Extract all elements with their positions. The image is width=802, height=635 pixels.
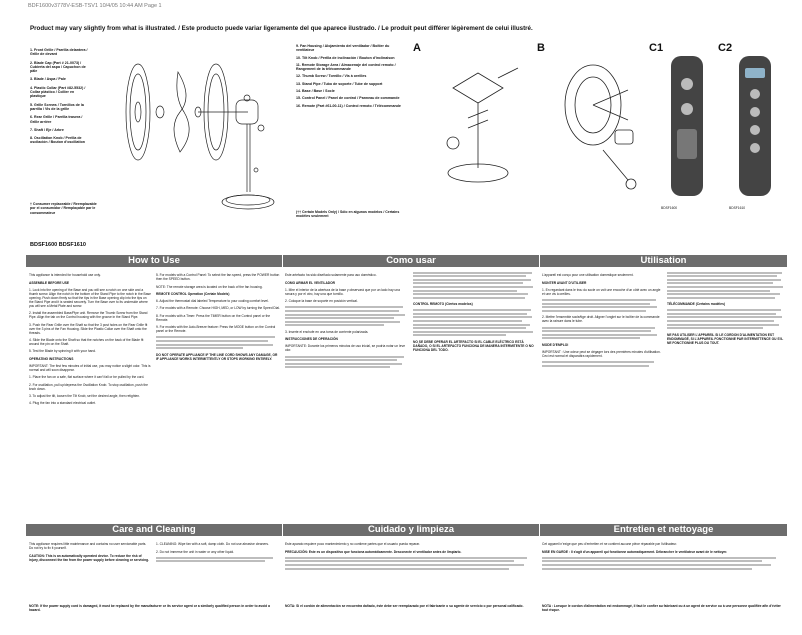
damage-warning: DO NOT OPERATE APPLIANCE IF THE LINE CORD SHOWS ANY DAMAGE, OR IF APPLIANCE WORKS INTERMITTENTLY OR STOPS WORKING ENTIRELY. xyxy=(156,352,278,361)
part-item: 11. Remote Storage Area / Almacenaje del control remoto / Rangement de la télécommande xyxy=(296,62,396,72)
sku-c2: BDSF1610 xyxy=(729,206,746,210)
blade-cap-shape xyxy=(156,106,164,118)
certain-models-note: (†† Certain Models Only) / Sólo en algunos modelos / Certains modèles seulement xyxy=(296,210,400,219)
figure-label-b: B xyxy=(537,42,545,54)
entretien-text-1: Cet appareil n'exige que peu d'entretien et ne contient aucune pièce réparable par l'utilisateur. xyxy=(542,542,678,547)
how-to-use-col-1 xyxy=(29,270,151,490)
utilisation-col-1 xyxy=(542,270,662,490)
part-item: 16. Remote (Part #61-00-11) / Control remoto / Télécommande xyxy=(296,103,401,108)
front-grille-shape xyxy=(126,64,150,160)
part-item: 14. Base / Base / Socle xyxy=(296,89,335,94)
care-col-1 xyxy=(29,539,151,601)
storage-note: NOTE: The remote storage area is located on the back of the fan housing. xyxy=(156,284,263,289)
sku-c1: BDSF1600 xyxy=(661,206,678,210)
figure-label-a: A xyxy=(413,42,421,54)
como-usar-col-1 xyxy=(285,270,409,490)
como-usar-heading: Como usar xyxy=(283,255,539,267)
step-4: 4. Slide the Blade onto the Shaft so that the notches on the back of the Blade fit around the pin on the Shaft. xyxy=(29,338,144,347)
part-item: 1. Front Grille / Parrilla delantera / Grille de devant xyxy=(30,48,88,57)
control-panel-c1-drawing xyxy=(663,54,713,204)
file-info: BDF1600v3778V-ESB-TSV1 10/4/05 10:44 AM Page 1 xyxy=(28,3,162,9)
part-item: 10. Tilt Knob / Perilla de inclinación / Bouton d'inclinaison xyxy=(296,55,395,60)
cuidado-text-1: Este aparato requiere poco mantenimiento y no contiene partes que el usuario pueda reparar. xyxy=(285,542,420,547)
intro-text: Este artefacto ha sido diseñado solamente para uso doméstico. xyxy=(285,273,377,278)
important-note: IMPORTANTE: Durante los primeros minutos de uso inicial, se podría notar un leve olor. xyxy=(285,344,406,353)
figure-label-c1: C1 xyxy=(649,42,664,54)
part-item: 2. Blade Cap (Part # 21-0073) / Cubierta del aspa / Capuchon de pâle xyxy=(30,60,86,74)
part-item: 5. Grille Screws / Tornillos de la parrilla / Vis de la grille xyxy=(30,102,84,111)
operating-title: MODE D'EMPLOI xyxy=(542,342,569,347)
cuidado-col xyxy=(285,539,537,601)
illustration-notice: Product may vary slightly from what is illustrated. / Este producto puede variar ligeramente del que aparece ilustrado. / Le produit peut différer légèrement de celui illustré. xyxy=(30,25,533,32)
care-text-3: 1. CLEANING: Wipe fan with a soft, damp cloth. Do not use abrasive cleaners. xyxy=(156,542,269,547)
care-col-2 xyxy=(156,539,280,601)
op-step-2: 2. For oscillation, pull up/depress the Oscillation Knob. To stop oscillation, push the knob down. xyxy=(29,382,148,391)
cuidado-caution: PRECAUCIÓN: Este es un dispositivo que funciona automáticamente. Desconecte el ventilador antes de limpiarlo. xyxy=(285,549,462,554)
assembly-title: ASSEMBLE BEFORE USE xyxy=(29,280,70,285)
entretien-heading: Entretien et nettoyage xyxy=(540,524,787,536)
parts-list-left xyxy=(30,48,88,145)
assembly-title: COMO ARMAR EL VENTILADOR xyxy=(285,280,336,285)
figure-a-drawing xyxy=(423,48,533,198)
step-1: 1. En regardant dans le trou du socle on voit une encoche d'un côté avec un angle et une vis à oreilles. xyxy=(542,287,661,296)
remote-step-4: 9. For models with the Auto-Breeze feature: Press the MODE button on the Control panel or the Remote. xyxy=(156,325,276,334)
figure-b-drawing xyxy=(543,50,643,200)
remote-step-3: 8. For models with a Timer: Press the TIMER button on the Control panel or the Remote. xyxy=(156,313,271,322)
important-note: IMPORTANT : Une odeur peut se dégager lors des premières minutes d'utilisation. Ceci est normal et disparaîtra rapidement. xyxy=(542,349,661,358)
op-step-4: 4. Plug the fan into a standard electrical outlet. xyxy=(29,401,96,406)
part-item: 7. Shaft / Eje / Arbre xyxy=(30,127,64,132)
care-caution: CAUTION: This is an automatically operated device. To reduce the risk of injury, disconnect the fan from the power supply before cleaning or servicing. xyxy=(29,553,150,562)
step-2: 2. Mettre l'ensemble socle/tige droit. Aligner l'onglet sur le boîtier de la commande avec la rainure dans le tube. xyxy=(542,315,660,324)
control-panel-c2-drawing xyxy=(731,54,781,204)
utilisation-heading: Utilisation xyxy=(540,255,787,267)
figure-label-c2: C2 xyxy=(718,42,733,54)
part-item: 12. Thumb Screw / Tornillo / Vis à oreilles xyxy=(296,74,367,79)
assembly-illustrations xyxy=(413,40,785,240)
parts-diagram xyxy=(28,40,410,242)
op-step-3: 3. To adjust the tilt, loosen the Tilt Knob, set the desired angle, then retighten. xyxy=(29,393,141,398)
model-number: BDSF1600 BDSF1610 xyxy=(30,242,86,248)
how-to-use-col-2 xyxy=(156,270,280,490)
step-1: 1. Lock into the opening of the Base and you will see a notch on one side and a thumb screw. Align the notch in the bottom of the Stand Pipe to the notch in the Base opening. Push down firmly so that the tips in the Base opening clip into the tips on the Stand Pipe and it is seated securely. Turn the Base over to its underside where you will see a Metal Plate and screw. xyxy=(29,287,151,309)
cuidado-cord-note: NOTA: Si el cordón de alimentación se encuentra dañado, éste debe ser reemplazado por el fabricante o su agente de servicio o por personal calificado. xyxy=(285,604,524,608)
consumer-note: † Consumer replaceable / Reemplazable por el consumidor / Remplaçable par le consommateur xyxy=(30,202,97,215)
como-usar-col-2 xyxy=(413,270,537,490)
part-item: 3. Blade / Aspa / Pale xyxy=(30,77,66,82)
parts-list-right xyxy=(296,44,406,108)
damage-warning: NE PAS UTILISER L'APPAREIL SI LE CORDON D'ALIMENTATION EST ENDOMMAGÉ, SI L'APPAREIL FONCTIONNE PAR INTERMITTENCE OU S'IL NE FONCTIONNE PLUS DU TOUT. xyxy=(667,332,784,345)
thumb-screw-shape xyxy=(254,168,258,172)
step-3: 3. Inserte el enchufe en una toma de corriente polarizada. xyxy=(285,329,369,334)
care-heading: Care and Cleaning xyxy=(26,524,282,536)
entretien-col xyxy=(542,539,786,601)
remote-title: CONTROL REMOTO (Ciertos modelos) xyxy=(413,302,473,306)
part-item: 13. Stand Pipe / Tubo de soporte / Tube de support xyxy=(296,81,383,86)
damage-warning: NO SE DEBE OPERAR EL ARTEFACTO SI EL CABLE ELÉCTRICO ESTÁ DAÑADO, O SI EL ARTEFACTO FUNCIONA DE MANERA INTERMITENTE O NO FUNCIONA DEL TODO. xyxy=(413,339,534,352)
remote-title: TÉLÉCOMMANDE (Certains modèles) xyxy=(667,302,725,306)
step-2: 2. Coloque la base de soporte en posición vertical. xyxy=(285,299,358,304)
intro-text: L'appareil est conçu pour une utilisation domestique seulement. xyxy=(542,273,634,278)
part-item: 4. Plastic Collar (Part #82-5532) / Collar plástico / Collier en plastique xyxy=(30,85,86,99)
op-step-5: 5. For models with a Control Panel: To select the fan speed, press the POWER button then the SPEED button. xyxy=(156,273,280,282)
assembly-title: MONTER AVANT D'UTILISER xyxy=(542,280,587,285)
operating-title: INSTRUCCIONES DE OPERACIÓN xyxy=(285,337,338,341)
cuidado-heading: Cuidado y limpieza xyxy=(283,524,539,536)
tilt-knob-shape xyxy=(258,125,264,131)
part-item: 9. Fan Housing / Alojamiento del ventilador / Boîtier du ventilateur xyxy=(296,44,390,53)
step-3: 3. Push the Rear Grille over the Shaft so that the 3 post holes on the Rear Grille fit over the 3 pins of the Fan Housing. Slide the Plastic Collar over the Shaft onto the threads. xyxy=(29,322,148,335)
utilisation-col-2 xyxy=(667,270,787,490)
important-note: IMPORTANT: The first few minutes of initial use, you may notice a slight odor. This is normal and will soon disappear. xyxy=(29,364,151,373)
remote-step-2: 7. For models with a Remote: Choose HIGH, MED, or LOW by turning the Speed Dial. xyxy=(156,306,280,311)
step-5: 5. Test the Blade by spinning it with your hand. xyxy=(29,349,96,354)
remote-step-1: 6. Adjust the thermostat dial labeled Temperature to your cooling comfort level. xyxy=(156,299,269,304)
remote-title: REMOTE CONTROL Operation (Certain Models) xyxy=(156,291,230,296)
care-cord-note: NOTE: If the power supply cord is damaged, it must be replaced by the manufacturer or its service agent or a similarly qualified person in order to avoid a hazard. xyxy=(29,604,270,612)
entretien-cord-note: NOTA : Lorsque le cordon d'alimentation est endommagé, il faut le confier au fabricant ou à un agent de service ou à une personne qualifiée afin d'éviter tout risque. xyxy=(542,604,781,612)
care-text-4: 2. Do not immerse the unit in water or any other liquid. xyxy=(156,549,235,554)
operating-title: OPERATING INSTRUCTIONS xyxy=(29,356,74,361)
fan-exploded-drawing xyxy=(98,42,288,222)
how-to-use-heading: How to Use xyxy=(26,255,282,267)
blade-shape xyxy=(174,72,189,152)
intro-text: This appliance is intended for household use only. xyxy=(29,273,101,278)
step-1: 1. Mire el interior de la abertura de la base y observará que por un lado hay una ranura y por el otro, hay una que tornillo. xyxy=(285,287,400,296)
step-2: 2. Install the assembled Base/Pipe unit. Remove the Thumb Screw from the Stand Pipe. Align the tab on the Control housing with the groove in the Stand Pipe. xyxy=(29,311,148,320)
op-step-1: 1. Place the fan on a safe, flat surface where it can't fall or be pulled by the cord. xyxy=(29,375,145,380)
care-text-1: This appliance requires little maintenance and contains no user serviceable parts. Do not try to fix it yourself. xyxy=(29,542,147,551)
entretien-caution: MISE EN GARDE : Il s'agit d'un appareil qui fonctionne automatiquement. Débrancher le ventilateur avant de le nettoyer. xyxy=(542,549,728,554)
part-item: 15. Control Panel / Panel de control / Panneau de commande xyxy=(296,96,400,101)
part-item: 6. Rear Grille / Parrilla trasera / Grille arrière xyxy=(30,115,83,124)
part-item: 8. Oscillation Knob / Perilla de oscilación / Bouton d'oscillation xyxy=(30,136,85,145)
